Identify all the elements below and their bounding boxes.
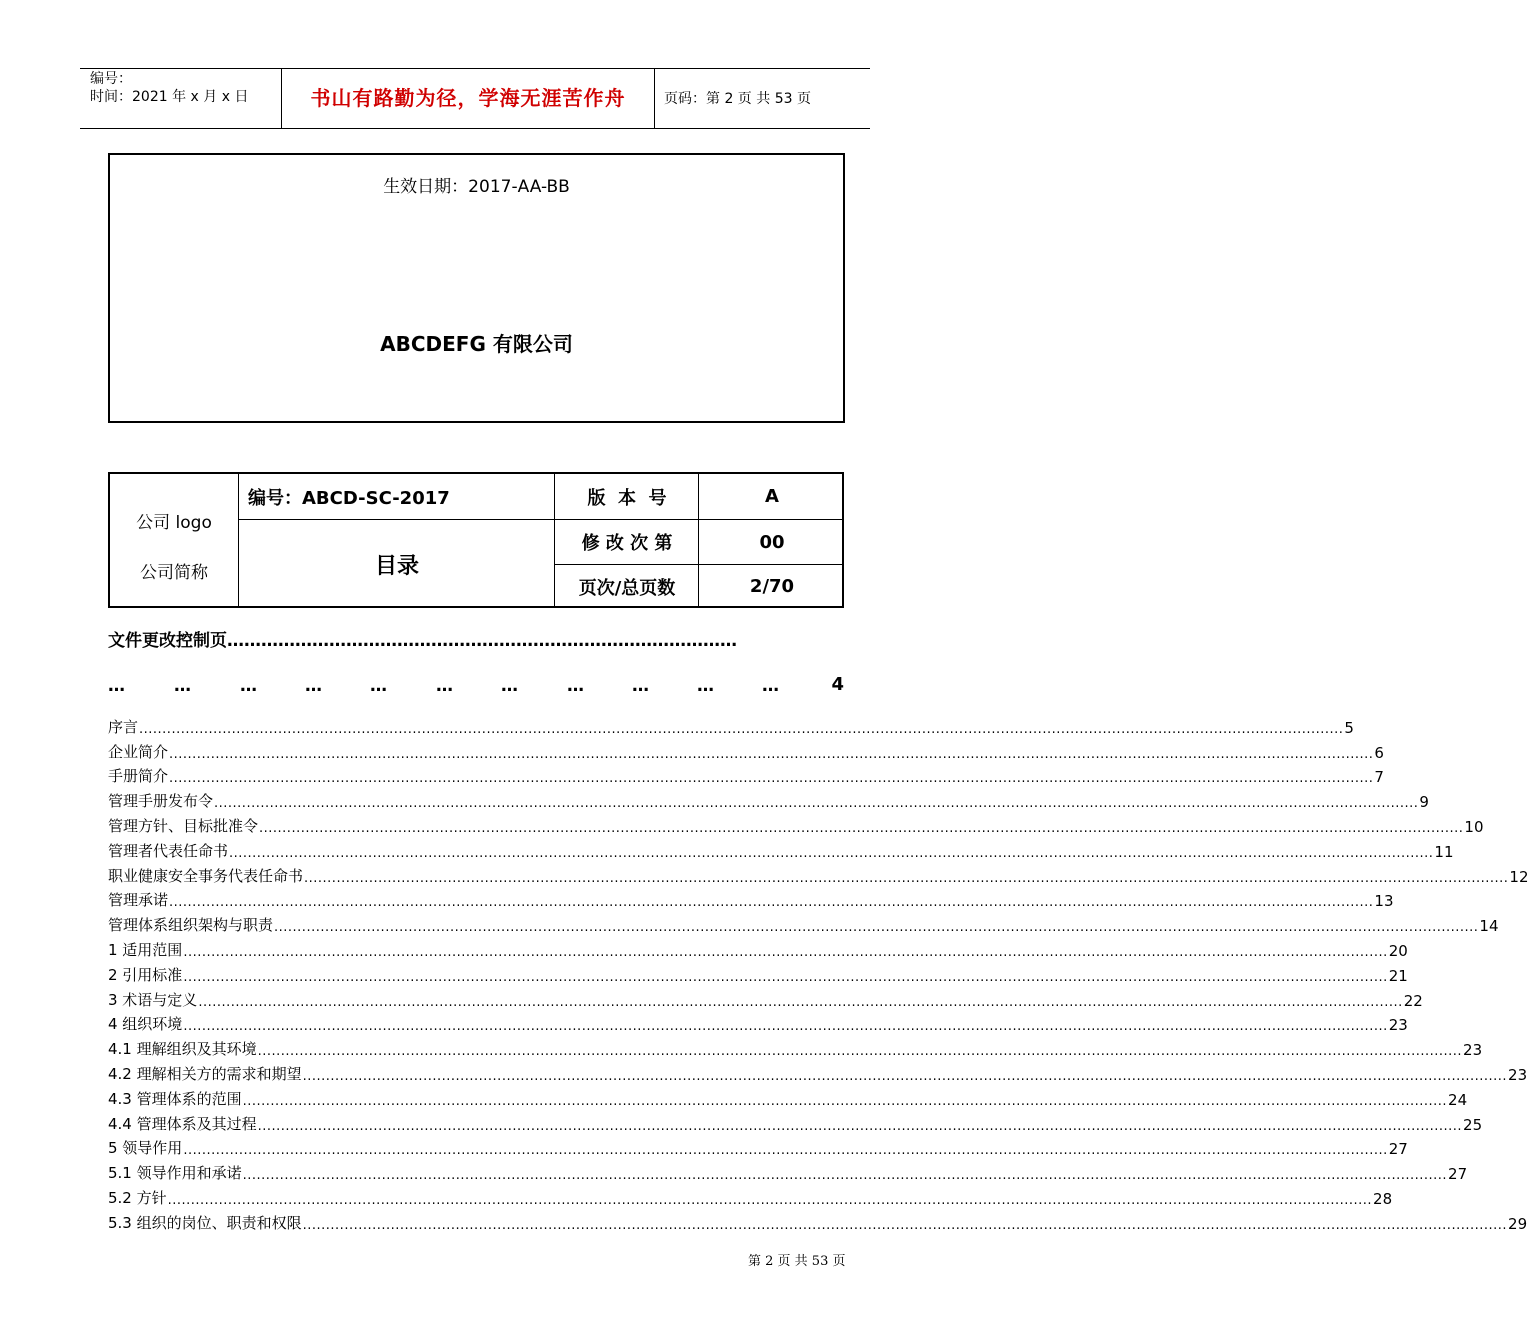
- toc-entry-title: 企业简介: [108, 742, 169, 761]
- toc-entry[interactable]: [108, 1208, 1528, 1233]
- toc-page-number: 13: [1374, 892, 1394, 911]
- toc-entry[interactable]: [108, 836, 1454, 861]
- toc-page-number: 25: [1463, 1115, 1483, 1134]
- table-of-contents: [108, 712, 1529, 1233]
- toc-entry[interactable]: [108, 762, 1384, 787]
- toc-leader-dots: …: [174, 676, 191, 696]
- toc-entry[interactable]: [108, 910, 1499, 936]
- toc-entry[interactable]: [108, 960, 1408, 985]
- toc-page-number: 5: [1344, 718, 1354, 737]
- toc-leader-dots: …: [436, 676, 453, 696]
- toc-leader-dots: ....................................................................................................................................................................................................................................................................: [214, 796, 1419, 812]
- table-divider: [554, 474, 555, 608]
- footer-page-info: 第 2 页 共 53 页: [748, 1254, 846, 1269]
- toc-entry[interactable]: [108, 935, 1408, 960]
- toc-leader-dots: ....................................................................................................................................................................................................................................................................: [229, 845, 1434, 861]
- toc-entry[interactable]: [108, 1109, 1483, 1134]
- toc-leader-dots: ....................................................................................................................................................................................................................................................................: [259, 820, 1464, 836]
- toc-entry[interactable]: [108, 1158, 1468, 1184]
- toc-entry-title: 4.3 管理体系的范围: [108, 1089, 242, 1108]
- cover-box: [108, 153, 845, 423]
- toc-leader-dots: ....................................................................................................................................................................................................................................................................: [302, 1217, 1508, 1233]
- toc-leader-dots: …: [240, 676, 257, 696]
- toc-entry-title: 序言: [108, 717, 139, 736]
- toc-page-number: 22: [1403, 991, 1423, 1010]
- toc-leader-dots: …: [108, 676, 125, 696]
- toc-page-number: 29: [1508, 1214, 1528, 1233]
- toc-leader-dots: ....................................................................................................................................................................................................................................................................: [183, 969, 1388, 985]
- toc-leader-dots: …: [305, 676, 322, 696]
- document-number: 编号：ABCD-SC-2017: [248, 487, 450, 509]
- toc-entry-title: 职业健康安全事务代表任命书: [108, 866, 304, 885]
- toc-leader-dots: ....................................................................................................................................................................................................................................................................: [304, 870, 1509, 886]
- toc-entry[interactable]: [108, 985, 1423, 1010]
- toc-leader-dots: ....................................................................................................................................................................................................................................................................: [183, 1019, 1388, 1035]
- toc-entry[interactable]: [108, 712, 1354, 737]
- page-count-label: 页次/总页数: [578, 577, 676, 599]
- revision-value: 00: [759, 531, 785, 553]
- toc-entry-title: 管理体系组织架构与职责: [108, 916, 274, 935]
- toc-page-number: 24: [1448, 1090, 1468, 1109]
- header-bottom-rule: [80, 128, 870, 129]
- header-page-info: 页码：第 2 页 共 53 页: [664, 91, 811, 107]
- toc-entry-title: 4.1 理解组织及其环境: [108, 1040, 257, 1059]
- toc-entry[interactable]: [108, 1059, 1528, 1084]
- toc-leader-dots: ....................................................................................................................................................................................................................................................................: [167, 1192, 1373, 1208]
- toc-entry-title: 手册简介: [108, 767, 169, 786]
- toc-entry-title: 4 组织环境: [108, 1015, 183, 1034]
- toc-entry[interactable]: [108, 786, 1429, 812]
- toc-entry-title: 5.1 领导作用和承诺: [108, 1164, 242, 1183]
- toc-entry-title: 4.2 理解相关方的需求和期望: [108, 1064, 302, 1083]
- toc-leader-dots: ....................................................................................................................................................................................................................................................................: [302, 1068, 1508, 1084]
- toc-page-number: 7: [1374, 768, 1384, 787]
- document-control-table: [108, 472, 844, 608]
- toc-entry-title: 1 适用范围: [108, 940, 183, 959]
- revision-label: 修 改 次 第: [581, 533, 673, 554]
- toc-entry-title: 管理承诺: [108, 891, 169, 910]
- toc-leader-dots: ....................................................................................................................................................................................................................................................................: [257, 1044, 1463, 1060]
- toc-leader-dots: …: [762, 676, 779, 696]
- table-divider: [238, 474, 239, 608]
- header-time-label: 时间：2021 年 x 月 x 日: [90, 89, 249, 105]
- toc-leader-dots: ....................................................................................................................................................................................................................................................................: [242, 1168, 1448, 1184]
- header-meta: [90, 70, 248, 106]
- toc-page-number: 23: [1388, 1016, 1408, 1035]
- toc-entry[interactable]: [108, 737, 1384, 762]
- toc-entry[interactable]: [108, 811, 1484, 836]
- toc-leader-dots: ....................................................................................................................................................................................................................................................................: [198, 994, 1403, 1010]
- toc-leader-dots: ....................................................................................................................................................................................................................................................................: [242, 1093, 1448, 1109]
- toc-entry[interactable]: [108, 886, 1394, 911]
- toc-entry-title: 3 术语与定义: [108, 990, 198, 1009]
- toc-page-number: 28: [1373, 1189, 1393, 1208]
- company-name: ABCDEFG 有限公司: [380, 332, 573, 356]
- header-divider: [654, 68, 655, 128]
- toc-page-number: 14: [1479, 917, 1499, 936]
- toc-leader-dots: ....................................................................................................................................................................................................................................................................: [183, 944, 1388, 960]
- toc-leader-dots: …: [501, 676, 518, 696]
- toc-entry-title: 5.3 组织的岗位、职责和权限: [108, 1213, 302, 1232]
- page-count-value: 2/70: [749, 576, 795, 597]
- header-top-rule: [80, 68, 870, 69]
- toc-page-number: 27: [1388, 1140, 1408, 1159]
- toc-entry-title: 2 引用标准: [108, 965, 183, 984]
- version-value: A: [765, 486, 779, 507]
- toc-entry[interactable]: [108, 1010, 1408, 1035]
- toc-page-number: 23: [1508, 1065, 1528, 1084]
- toc-leader-dots: ....................................................................................................................................................................................................................................................................: [274, 920, 1479, 936]
- toc-leader-dots: ....................................................................................................................................................................................................................................................................: [257, 1118, 1463, 1134]
- toc-entry-change-control[interactable]: 文件更改控制页………………………………………………………………………………: [108, 631, 737, 651]
- toc-page-number: 23: [1463, 1041, 1483, 1060]
- toc-entry-title: 5 领导作用: [108, 1139, 183, 1158]
- toc-entry[interactable]: [108, 1183, 1393, 1208]
- company-short-name: 公司简称: [140, 562, 208, 583]
- header-number-label: 编号：: [90, 71, 132, 87]
- toc-entry-title: 5.2 方针: [108, 1188, 167, 1207]
- toc-page-number: 12: [1509, 867, 1529, 886]
- toc-entry-title: 4.4 管理体系及其过程: [108, 1114, 257, 1133]
- toc-entry[interactable]: [108, 861, 1529, 886]
- toc-entry[interactable]: [108, 1034, 1483, 1060]
- toc-leader-dots: ....................................................................................................................................................................................................................................................................: [169, 895, 1374, 911]
- toc-page-number: 21: [1388, 966, 1408, 985]
- toc-leader-dots: ....................................................................................................................................................................................................................................................................: [169, 771, 1374, 787]
- toc-page-number: 4: [831, 674, 844, 695]
- toc-page-number: 20: [1388, 941, 1408, 960]
- toc-page-number: 27: [1448, 1165, 1468, 1184]
- effective-date: 生效日期：2017-AA-BB: [383, 177, 570, 197]
- toc-leader-dots: …: [632, 676, 649, 696]
- toc-page-number: 9: [1419, 793, 1429, 812]
- toc-entry[interactable]: [108, 1084, 1468, 1109]
- toc-page-number: 11: [1434, 842, 1454, 861]
- version-label: 版 本 号: [587, 487, 667, 509]
- toc-leader-dots: ....................................................................................................................................................................................................................................................................: [139, 721, 1344, 737]
- company-logo-placeholder: 公司 logo: [136, 512, 212, 533]
- toc-leader-dots: ....................................................................................................................................................................................................................................................................: [169, 746, 1374, 762]
- toc-leader-dots: …: [697, 676, 714, 696]
- header-motto: 书山有路勤为径，学海无涯苦作舟: [310, 86, 626, 110]
- toc-entry[interactable]: [108, 1134, 1408, 1159]
- document-title: 目录: [374, 553, 419, 579]
- toc-leader-dots: …: [567, 676, 584, 696]
- toc-entry-title: 管理者代表任命书: [108, 841, 229, 860]
- toc-page-number: 10: [1464, 817, 1484, 836]
- toc-page-number: 6: [1374, 743, 1384, 762]
- toc-entry-title: 管理方针、目标批准令: [108, 816, 259, 835]
- toc-leader-dots: …: [370, 676, 387, 696]
- toc-leader-dots: ....................................................................................................................................................................................................................................................................: [183, 1143, 1388, 1159]
- table-divider: [698, 474, 699, 608]
- toc-entry-title: 管理手册发布令: [108, 792, 214, 811]
